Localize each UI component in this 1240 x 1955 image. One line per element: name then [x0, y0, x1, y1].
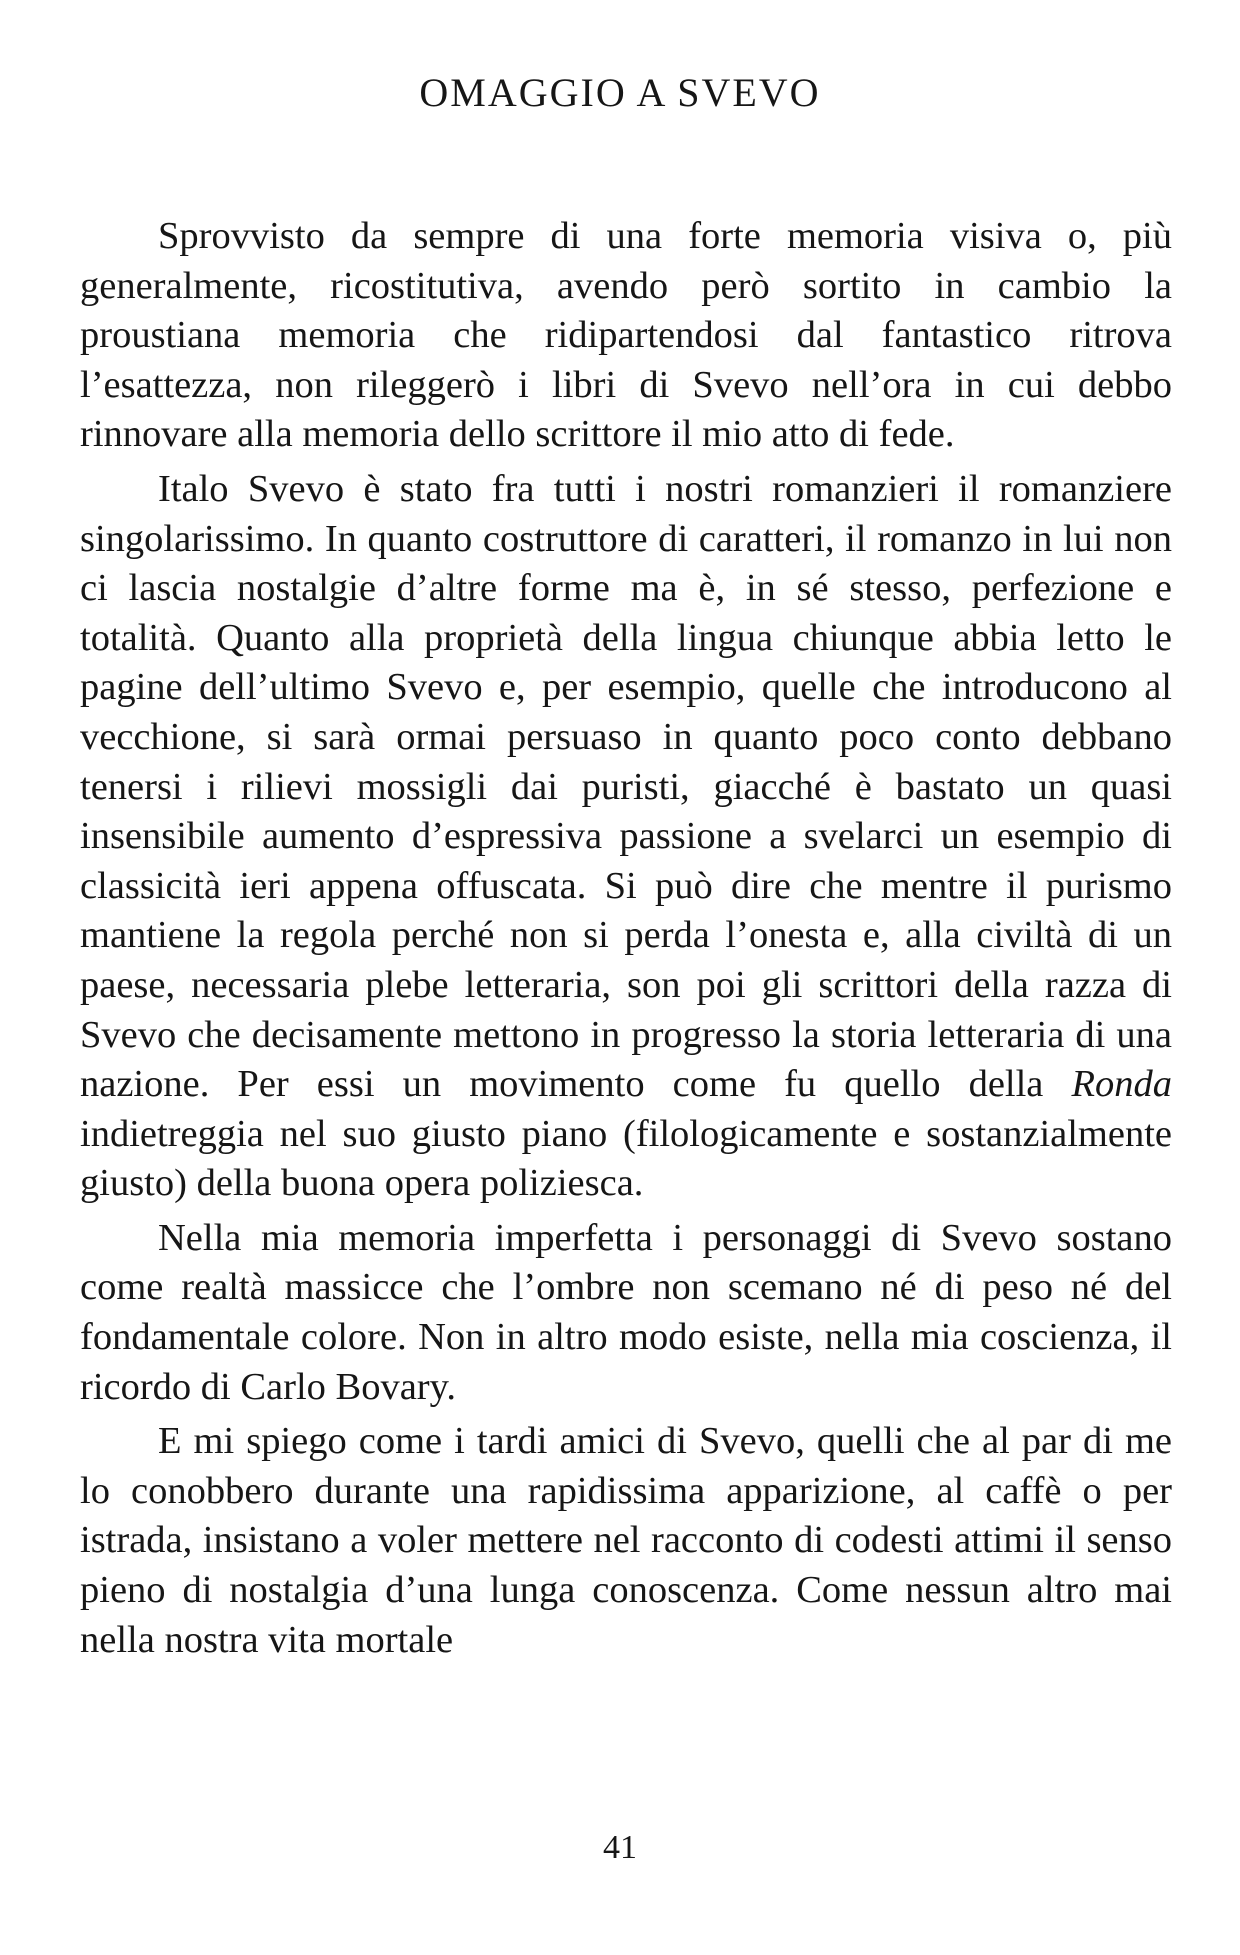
running-head: OMAGGIO A SVEVO — [419, 70, 821, 115]
paragraph-2-text-a: Italo Svevo è stato fra tutti i nostri romanzieri il romanziere singolarissimo. In quanto costruttore di caratteri, il romanzo in lui non ci lascia nostalgie d’altre forme ma è, in sé stesso, perfezione e totalità. Quanto alla proprietà della lingua chiunque abbia letto le pagine dell’ultimo Svevo e, per esempio, quelle che introducono al vecchione, si sarà ormai persuaso in quanto poco conto debbano tenersi i rilievi mossigli dai puristi, giacché è bastato un quasi insensibile aumento d’espressiva passione a svelarci un esempio di classicità ieri appena offuscata. Si può dire che mentre il purismo mantiene la regola perché non si perda l’onesta e, alla civiltà di un paese, necessaria plebe letteraria, son poi gli scrittori della razza di Svevo che decisamente mettono in progresso la storia letteraria di una nazione. Per essi un movimento come fu quello della — [80, 467, 1172, 1106]
paragraph-3: Nella mia memoria imperfetta i personaggi di Svevo sostano come realtà massicce che l’ombre non scemano né di peso né del fondamentale colore. Non in altro modo esiste, nella mia coscienza, il ricordo di Carlo Bovary. — [80, 1216, 1172, 1408]
paragraph-2-text-b: indietreggia nel suo giusto piano (filologicamente e sostanzialmente giusto) della buona opera poliziesca. — [80, 1112, 1172, 1205]
body-text — [80, 212, 1172, 1665]
paragraph-4: E mi spiego come i tardi amici di Svevo, quelli che al par di me lo conobbero durante una rapidissima apparizione, al caffè o per istrada, insistano a voler mettere nel racconto di codesti attimi il senso pieno di nostalgia d’una lunga conoscenza. Come nessun altro mai nella nostra vita mortale — [80, 1420, 1172, 1661]
paragraph-1: Sprovvisto da sempre di una forte memoria visiva o, più generalmente, ricostitutiva, avendo però sortito in cambio la proustiana memoria che ridipartendosi dal fantastico ritrova l’esattezza, non rileggerò i libri di Svevo nell’ora in cui debbo rinnovare alla memoria dello scrittore il mio atto di fede. — [80, 215, 1172, 456]
paragraph-2 — [80, 465, 1172, 1209]
ronda-title: Ronda — [1071, 1063, 1172, 1106]
page-number: 41 — [603, 1829, 637, 1866]
